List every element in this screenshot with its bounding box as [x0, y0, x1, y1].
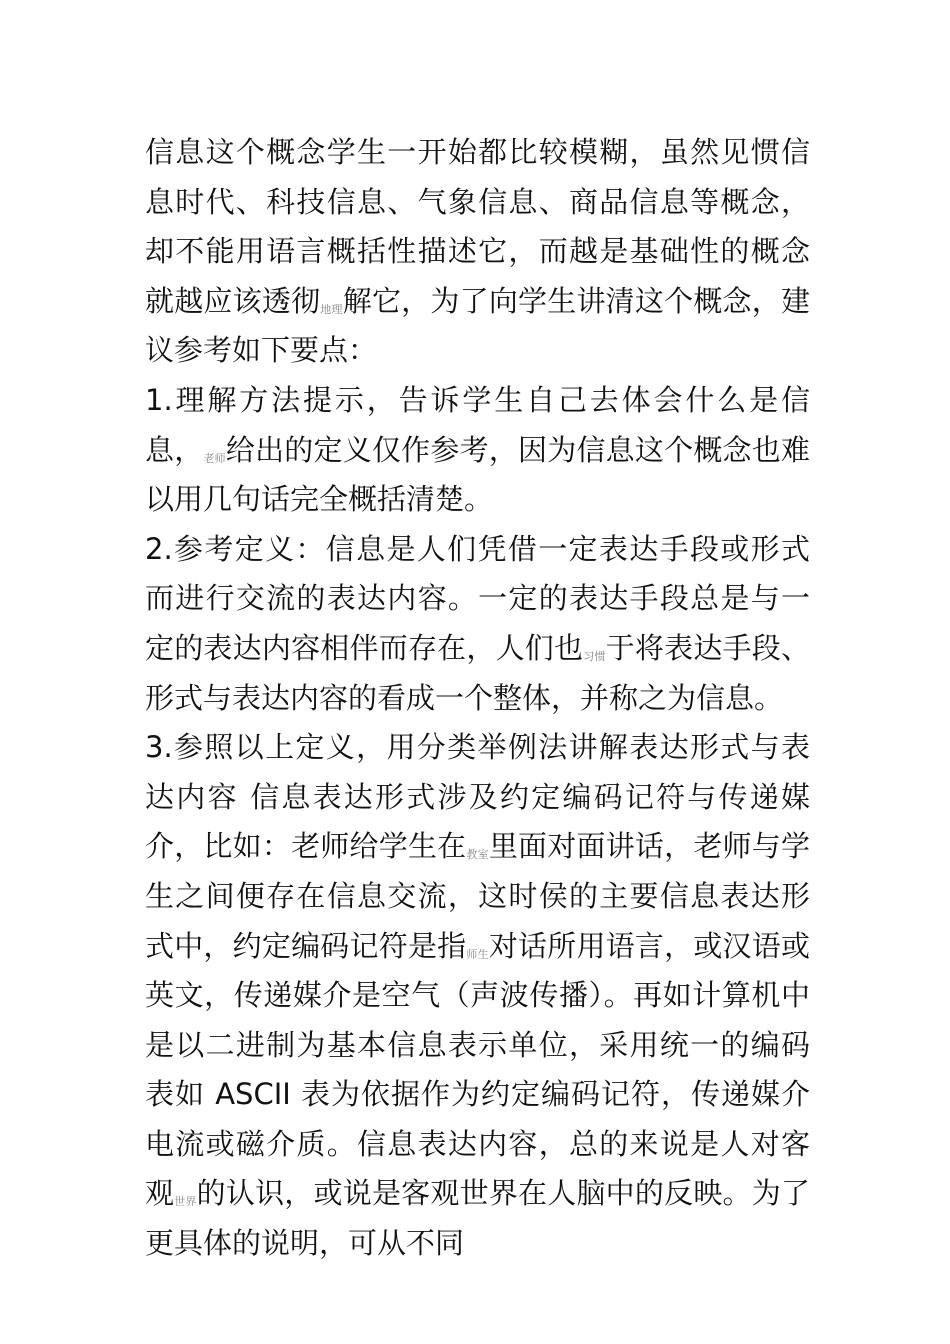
document-body — [145, 128, 810, 1269]
watermark-label: 老师 — [203, 451, 226, 465]
watermark-label: 师生 — [466, 947, 489, 961]
paragraph-point-2 — [145, 525, 810, 723]
text-run: 解它，为了向学生讲清这个概念，建议参考如下要点： — [145, 283, 810, 368]
text-run: 2.参考定义：信息是人们凭借一定表达手段或形式而进行交流的表达内容。一定的表达手段总是与一定的表达内容相伴而存在，人们也 — [145, 531, 810, 665]
paragraph-point-3 — [145, 723, 810, 1269]
text-run: 信息这个概念学生一开始都比较模糊，虽然见惯信息时代、科技信息、气象信息、商品信息等概念，却不能用语言概括性描述它，而越是基础性的概念就越应该透彻 — [145, 135, 810, 318]
watermark-label: 地理 — [320, 302, 343, 316]
text-run: 对话所用语言，或汉语或英文，传递媒介是空气（声波传播）。再如计算机中是以二进制为基本信息表示单位，采用统一的编码表如 ASCII 表为依据作为约定编码记符，传递媒介电流或磁介质。信息表达内容，总的来说是人对客观 — [145, 928, 810, 1211]
text-run: 给出的定义仅作参考，因为信息这个概念也难以用几句话完全概括清楚。 — [145, 432, 810, 517]
text-run: 3.参照以上定义，用分类举例法讲解表达形式与表达内容 信息表达形式涉及约定编码记符与传递媒介，比如：老师给学生在 — [145, 730, 810, 864]
paragraph-intro — [145, 128, 810, 376]
text-run: 于将表达手段、形式与表达内容的看成一个整体，并称之为信息。 — [145, 630, 810, 715]
watermark-label: 世界 — [174, 1195, 197, 1209]
watermark-label: 习惯 — [583, 649, 606, 663]
watermark-label: 教室 — [466, 848, 489, 862]
text-run: 1.理解方法提示，告诉学生自己去体会什么是信息， — [145, 382, 810, 467]
text-run: 里面对面讲话，老师与学生之间便存在信息交流，这时侯的主要信息表达形式中，约定编码记符是指 — [145, 829, 810, 963]
text-run: 的认识，或说是客观世界在人脑中的反映。为了更具体的说明，可从不同 — [145, 1176, 810, 1261]
paragraph-point-1 — [145, 376, 810, 525]
